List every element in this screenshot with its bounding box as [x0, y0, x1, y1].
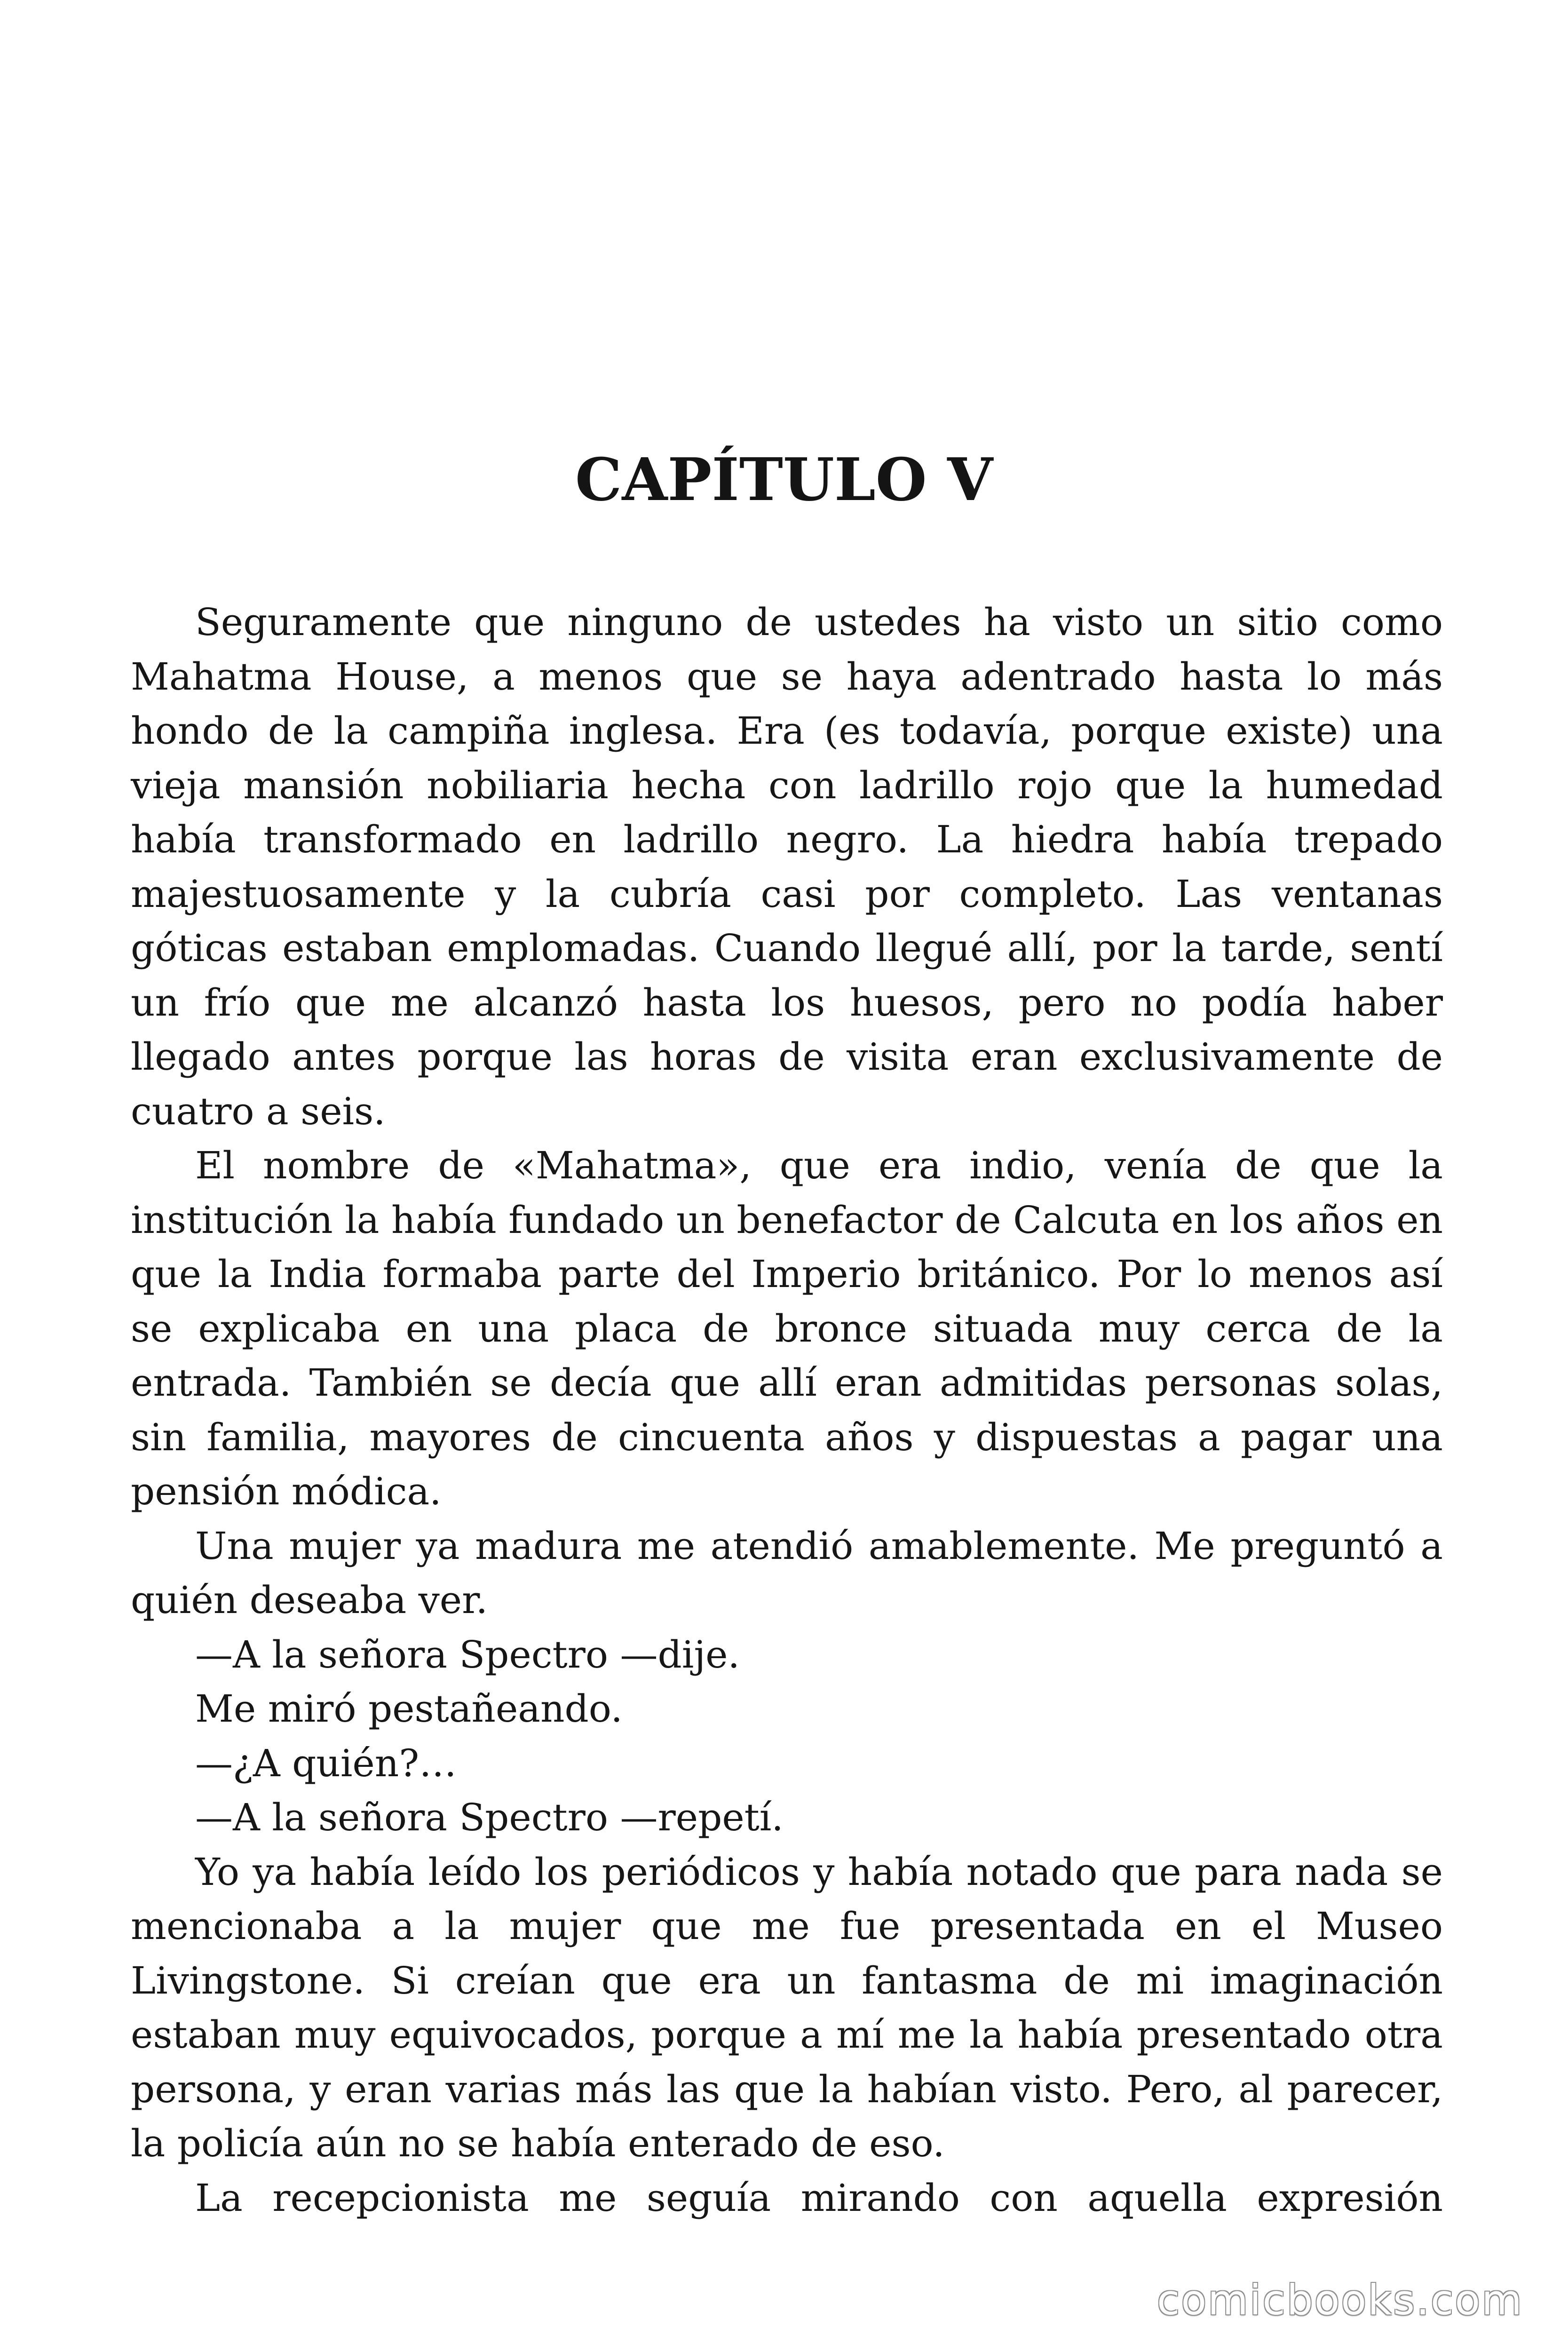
dialogue-line-1: —A la señora Spectro —dije. — [195, 1632, 740, 1677]
site-watermark: comicbooks.com — [1156, 2276, 1523, 2324]
dialogue-line-3: —A la señora Spectro —repetí. — [195, 1796, 784, 1839]
chapter-body — [131, 595, 1443, 2225]
paragraph-6-continues: La recepcionista me seguía mirando con aquella expresión — [195, 2176, 1443, 2220]
paragraph-4: Me miró pestañeando. — [195, 1687, 623, 1731]
paragraph-2: El nombre de «Mahatma», que era indio, venía de que la institución la había fundado un benefactor de Calcuta en los años en que la India formaba parte del Imperio británico. Por lo menos así se explicaba en una placa de bronce situada muy cerca de la entrada. También se decía que allí eran admitidas personas solas, sin familia, mayores de cincuenta años y dispuestas a pagar una pensión módica. — [131, 1144, 1443, 1513]
paragraph-1: Seguramente que ninguno de ustedes ha visto un sitio como Mahatma House, a menos que se haya adentrado hasta lo más hondo de la campiña inglesa. Era (es todavía, porque existe) una vieja mansión nobiliaria hecha con ladrillo rojo que la humedad había transformado en ladrillo negro. La hiedra había trepado majestuosamente y la cubría casi por completo. Las ventanas góticas estaban emplomadas. Cuando llegué allí, por la tarde, sentí un frío que me alcanzó hasta los huesos, pero no podía haber llegado antes porque las horas de visita eran exclusivamente de cuatro a seis. — [131, 600, 1443, 1133]
dialogue-line-2: —¿A quién?… — [195, 1741, 457, 1785]
paragraph-5: Yo ya había leído los periódicos y había notado que para nada se mencionaba a la mujer que me fue presentada en el Museo Livingstone. Si creían que era un fantasma de mi imaginación estaban muy equivocados, porque a mí me la había presentado otra persona, y eran varias más las que la habían visto. Pero, al parecer, la policía aún no se había enterado de eso. — [131, 1850, 1443, 2165]
chapter-title: CAPÍTULO V — [575, 445, 993, 514]
paragraph-3: Una mujer ya madura me atendió amablemente. Me preguntó a quién deseaba ver. — [131, 1524, 1443, 1622]
